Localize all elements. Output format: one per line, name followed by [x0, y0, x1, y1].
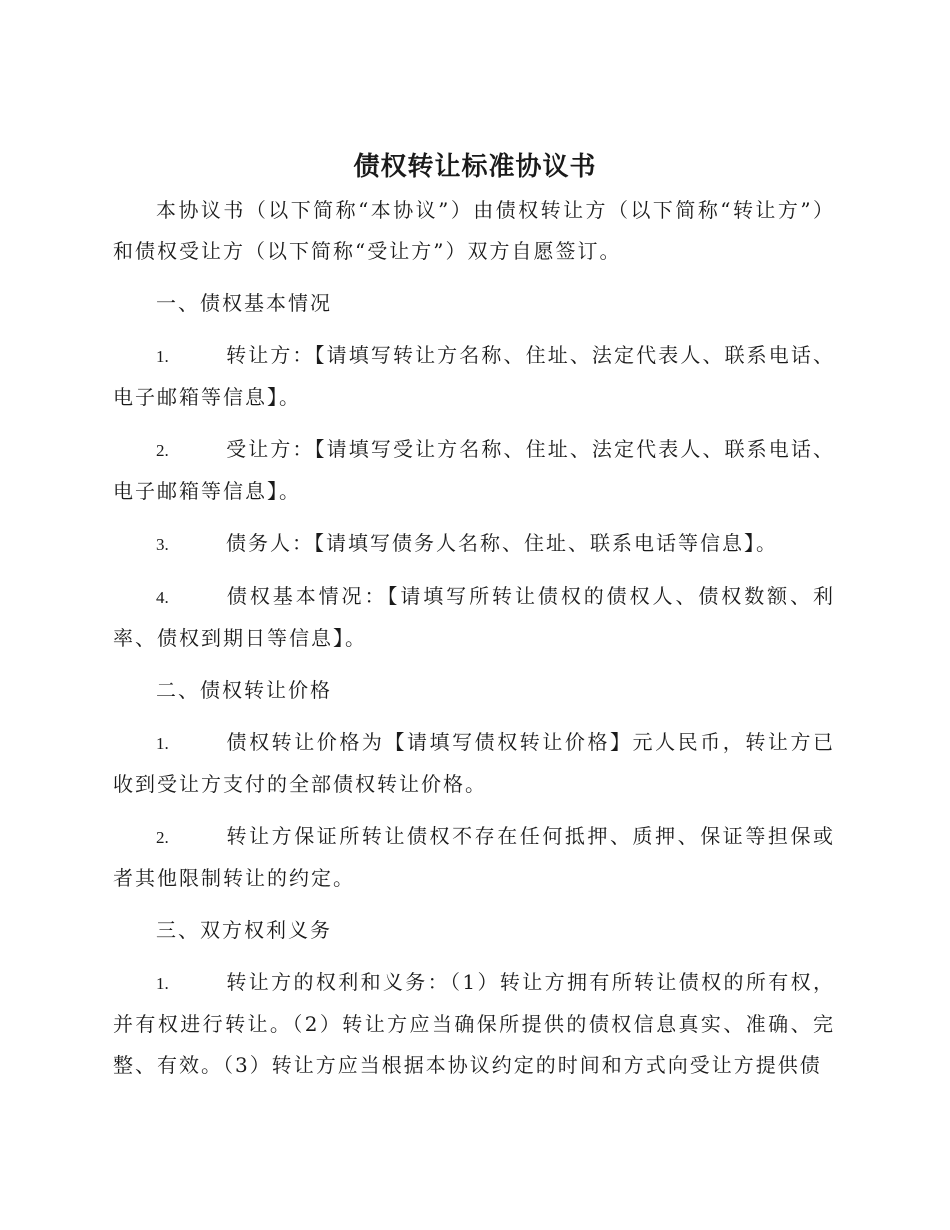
item-number: 4.: [156, 588, 169, 607]
list-item: [113, 335, 835, 418]
intro-paragraph: 本协议书（以下简称“本协议”）由债权转让方（以下简称“转让方”）和债权受让方（以下简称“受让方”）双方自愿签订。: [113, 198, 835, 263]
item-text: 转让方：【请填写转让方名称、住址、法定代表人、联系电话、电子邮箱等信息】。: [113, 343, 835, 409]
document-title: 债权转让标准协议书: [353, 152, 597, 182]
list-item: [113, 962, 835, 1086]
list-item: [113, 576, 835, 659]
item-number: 1.: [156, 347, 169, 366]
item-text: 债务人：【请填写债务人名称、住址、联系电话等信息】。: [226, 531, 778, 555]
item-number: 1.: [156, 734, 169, 753]
item-text: 债权基本情况：【请填写所转让债权的债权人、债权数额、利率、债权到期日等信息】。: [113, 584, 835, 650]
section-heading-3: 三、双方权利义务: [156, 918, 332, 942]
item-text: 受让方：【请填写受让方名称、住址、法定代表人、联系电话、电子邮箱等信息】。: [113, 437, 835, 503]
item-number: 1.: [156, 974, 169, 993]
list-item: [113, 523, 835, 565]
section-heading-2: 二、债权转让价格: [156, 678, 332, 702]
list-item: [113, 722, 835, 805]
item-number: 2.: [156, 441, 169, 460]
item-number: 2.: [156, 828, 169, 847]
item-text: 转让方保证所转让债权不存在任何抵押、质押、保证等担保或者其他限制转让的约定。: [113, 824, 835, 890]
list-item: [113, 816, 835, 899]
list-item: [113, 429, 835, 512]
item-text: 转让方的权利和义务：（1）转让方拥有所转让债权的所有权，并有权进行转让。（2）转让方应当确保所提供的债权信息真实、准确、完整、有效。（3）转让方应当根据本协议约定的时间和方式向受让方提供债: [113, 970, 835, 1077]
section-heading-1: 一、债权基本情况: [156, 291, 332, 315]
document-body: [113, 190, 835, 1097]
item-text: 债权转让价格为【请填写债权转让价格】元人民币，转让方已收到受让方支付的全部债权转让价格。: [113, 730, 835, 796]
item-number: 3.: [156, 535, 169, 554]
